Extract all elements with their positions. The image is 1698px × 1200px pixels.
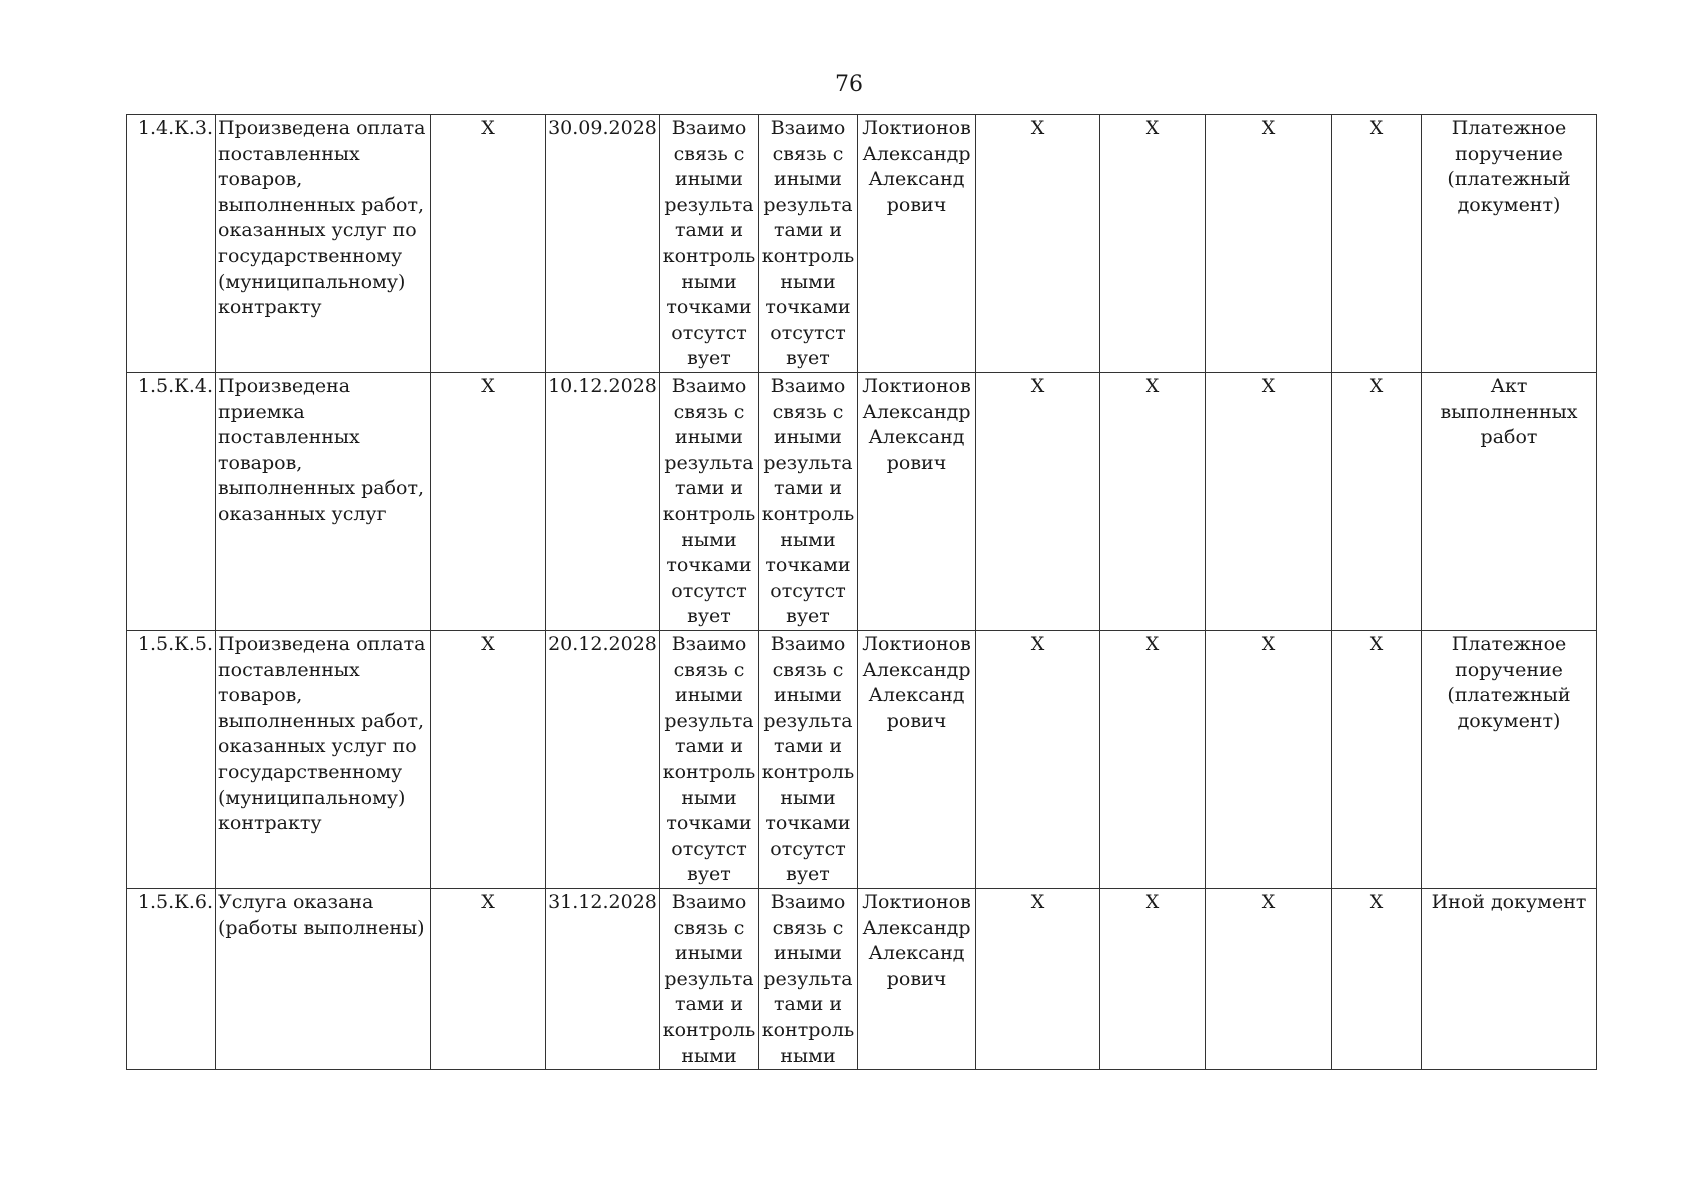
- row-responsible: Локтионов Александр Александ рович: [858, 631, 976, 889]
- row-relation-1: Взаимо связь с иными результа тами и контроль ными: [660, 889, 759, 1070]
- row-mark-5: X: [1332, 889, 1422, 1070]
- row-mark-5: X: [1332, 631, 1422, 889]
- control-points-table: [126, 114, 1597, 1070]
- row-mark-2: X: [976, 889, 1100, 1070]
- row-description: Произведена приемка поставленных товаров, выполненных работ, оказанных услуг: [216, 373, 431, 631]
- row-mark-5: X: [1332, 373, 1422, 631]
- row-code: 1.5.К.5.: [127, 631, 216, 889]
- row-mark-5: X: [1332, 115, 1422, 373]
- row-description: Услуга оказана (работы выполнены): [216, 889, 431, 1070]
- row-mark-1: X: [431, 631, 546, 889]
- row-responsible: Локтионов Александр Александ рович: [858, 115, 976, 373]
- row-relation-2: Взаимо связь с иными результа тами и контроль ными: [759, 889, 858, 1070]
- row-mark-4: X: [1206, 889, 1332, 1070]
- row-mark-4: X: [1206, 373, 1332, 631]
- row-document: Акт выполненных работ: [1422, 373, 1597, 631]
- row-document: Платежное поручение (платежный документ): [1422, 631, 1597, 889]
- row-date: 10.12.2028: [546, 373, 660, 631]
- row-mark-3: X: [1100, 373, 1206, 631]
- row-relation-2: Взаимо связь с иными результа тами и контроль ными точками отсутст вует: [759, 373, 858, 631]
- row-relation-1: Взаимо связь с иными результа тами и контроль ными точками отсутст вует: [660, 115, 759, 373]
- table-row: [127, 889, 1597, 1070]
- row-relation-1: Взаимо связь с иными результа тами и контроль ными точками отсутст вует: [660, 373, 759, 631]
- row-document: Платежное поручение (платежный документ): [1422, 115, 1597, 373]
- row-mark-2: X: [976, 373, 1100, 631]
- table-row: [127, 631, 1597, 889]
- row-relation-2: Взаимо связь с иными результа тами и контроль ными точками отсутст вует: [759, 115, 858, 373]
- row-mark-3: X: [1100, 631, 1206, 889]
- row-responsible: Локтионов Александр Александ рович: [858, 889, 976, 1070]
- row-date: 20.12.2028: [546, 631, 660, 889]
- row-code: 1.5.К.6.: [127, 889, 216, 1070]
- row-date: 30.09.2028: [546, 115, 660, 373]
- row-mark-2: X: [976, 115, 1100, 373]
- table-row: [127, 115, 1597, 373]
- row-code: 1.4.К.3.: [127, 115, 216, 373]
- table-body: [127, 115, 1597, 1070]
- row-mark-4: X: [1206, 115, 1332, 373]
- row-mark-2: X: [976, 631, 1100, 889]
- row-mark-3: X: [1100, 889, 1206, 1070]
- row-description: Произведена оплата поставленных товаров, выполненных работ, оказанных услуг по государственному (муниципальному) контракту: [216, 115, 431, 373]
- row-description: Произведена оплата поставленных товаров, выполненных работ, оказанных услуг по государственному (муниципальному) контракту: [216, 631, 431, 889]
- row-mark-4: X: [1206, 631, 1332, 889]
- row-mark-1: X: [431, 889, 546, 1070]
- row-mark-1: X: [431, 115, 546, 373]
- table-row: [127, 373, 1597, 631]
- row-relation-1: Взаимо связь с иными результа тами и контроль ными точками отсутст вует: [660, 631, 759, 889]
- row-mark-3: X: [1100, 115, 1206, 373]
- row-relation-2: Взаимо связь с иными результа тами и контроль ными точками отсутст вует: [759, 631, 858, 889]
- page-number: 76: [835, 72, 863, 97]
- row-code: 1.5.К.4.: [127, 373, 216, 631]
- row-responsible: Локтионов Александр Александ рович: [858, 373, 976, 631]
- row-document: Иной документ: [1422, 889, 1597, 1070]
- row-mark-1: X: [431, 373, 546, 631]
- row-date: 31.12.2028: [546, 889, 660, 1070]
